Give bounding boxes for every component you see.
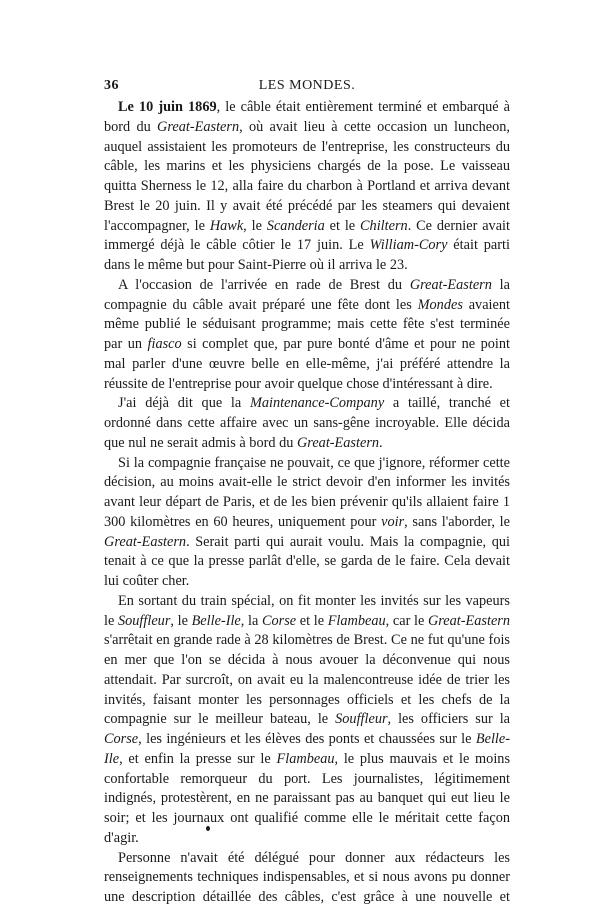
date-text: Le 10 juin 1869 bbox=[118, 99, 217, 115]
text-run: a taillé, tranché et ordonné dans cette affaire avec un sans-gêne incroyable. Elle décida que nul ne serait admis à bord du bbox=[104, 395, 510, 451]
paragraph bbox=[104, 394, 510, 453]
italic-name: Great-Eastern bbox=[427, 612, 510, 629]
text-run: Personne n'avait été délégué pour donner aux rédacteurs les renseignements techniques indispensables, et si nous avons pu donner une description détaillée des câbles, c'est grâce à une nouvelle et bbox=[104, 849, 510, 905]
text-run: si complet que, par pure bonté d'âme et pour ne point mal parler d'une œuvre belle en elle-même, j'ai préféré attendre la réussite de l'entreprise pour avoir quelque chose d'intéressant à dire. bbox=[104, 336, 510, 392]
text-run: . Ce dernier avait immergé déjà le câble côtier le 17 juin. Le bbox=[104, 217, 510, 254]
text-run: , le bbox=[243, 217, 267, 234]
italic-name: Flambeau bbox=[276, 750, 335, 767]
paragraph bbox=[104, 454, 510, 592]
paragraph bbox=[104, 592, 510, 849]
italic-name: Great-Eastern bbox=[409, 276, 492, 293]
italic-name: Corse bbox=[261, 612, 297, 629]
italic-name: Great-Eastern bbox=[157, 118, 240, 135]
text-run: , et enfin la presse sur le bbox=[119, 750, 277, 767]
italic-name: Belle-Ile bbox=[191, 612, 241, 629]
text-run: , où avait lieu à cette occasion un luncheon, auquel assistaient les promoteurs de l'entreprise, les constructeurs du câble, les marins et les physiciens chargés de la pose. Le vaisseau quitta Sherness le 12, alla faire du charbon à Portland et arriva devant Brest le 20 juin. Il y avait été précédé par les steamers qui devaient l'accompagner, le bbox=[104, 118, 510, 234]
text-run: J'ai déjà dit que la bbox=[118, 395, 250, 412]
text-run: s'arrêtait en grande rade à 28 kilomètres de Brest. Ce ne fut qu'une fois en mer que l'on se décida à nous avouer la déconvenue qui nous attendait. Par surcroît, on avait eu la malencontreuse idée de trier les invités, faisant monter les personnages officiels et les chefs de la compagnie sur le meilleur bateau, le bbox=[104, 632, 510, 728]
italic-name: William-Cory bbox=[369, 237, 448, 254]
text-run: En sortant du train spécial, on fit monter les invités sur les vapeurs le bbox=[104, 592, 510, 629]
italic-name: Flambeau bbox=[327, 612, 386, 629]
italic-name: voir bbox=[381, 513, 405, 530]
text-run: avaient même publié le séduisant programme; mais cette fête s'est terminée par un bbox=[104, 296, 510, 352]
text-run: Si la compagnie française ne pouvait, ce que j'ignore, réformer cette décision, au moins avait-elle le strict devoir d'en informer les invités avant leur départ de Paris, et de les bien prévenir qu'ils allaient faire 1 300 kilomètres en 60 heures, uniquement pour bbox=[104, 454, 510, 530]
body-text bbox=[104, 98, 510, 908]
italic-name: Chiltern bbox=[360, 217, 408, 234]
page-header bbox=[104, 78, 510, 98]
text-run: , le plus mauvais et le moins confortable remorqueur du port. Les journalistes, légitimement indignés, protestèrent, en ne paraissant pas au banquet qui eut lieu le soir; et les journaux ont qualifié comme elle le méritait cette façon d'agir. bbox=[104, 750, 511, 846]
italic-name: Souffleur bbox=[117, 612, 171, 629]
text-run: , car le bbox=[385, 612, 428, 629]
text-run: et le bbox=[296, 612, 328, 629]
text-run: , les ingénieurs et les élèves des ponts et chaussées sur le bbox=[138, 731, 476, 747]
text-run: , sans l'aborder, le bbox=[404, 513, 510, 530]
italic-name: Great-Eastern bbox=[104, 533, 187, 550]
text-run: . Serait parti qui aurait voulu. Mais la compagnie, qui tenait à ce que la presse parlât d'elle, se garda de le faire. Cela devait lui coûter cher. bbox=[104, 533, 510, 589]
italic-name: Belle-Ile bbox=[104, 731, 510, 767]
italic-name: fiasco bbox=[147, 336, 182, 352]
text-run: , le bbox=[170, 612, 192, 629]
italic-name: Mondes bbox=[417, 296, 463, 313]
paragraph bbox=[104, 98, 510, 276]
text-run: , les officiers sur la bbox=[387, 711, 511, 728]
ink-speck bbox=[206, 826, 210, 831]
text-run: , la bbox=[240, 612, 262, 629]
page-number: 36 bbox=[104, 78, 119, 93]
italic-name: Scanderia bbox=[266, 217, 325, 234]
italic-name: Great-Eastern bbox=[296, 434, 380, 451]
text-run: était parti dans le même but pour Saint-Pierre où il arriva le 23. bbox=[104, 237, 510, 273]
paragraph bbox=[104, 276, 510, 395]
italic-name: Maintenance-Company bbox=[249, 395, 385, 412]
italic-name: Souffleur bbox=[335, 711, 388, 728]
italic-name: Corse bbox=[104, 731, 139, 747]
text-run: . bbox=[379, 434, 383, 451]
italic-name: Hawk bbox=[209, 217, 244, 234]
paragraph bbox=[104, 849, 510, 908]
text-run: A l'occasion de l'arrivée en rade de Brest du bbox=[118, 276, 410, 293]
text-run: la compagnie du câble avait préparé une fête dont les bbox=[104, 276, 510, 313]
text-run: , le câble était entièrement terminé et embarqué à bord du bbox=[104, 99, 511, 135]
text-run: et le bbox=[324, 217, 361, 234]
running-title: LES MONDES. bbox=[258, 78, 356, 93]
